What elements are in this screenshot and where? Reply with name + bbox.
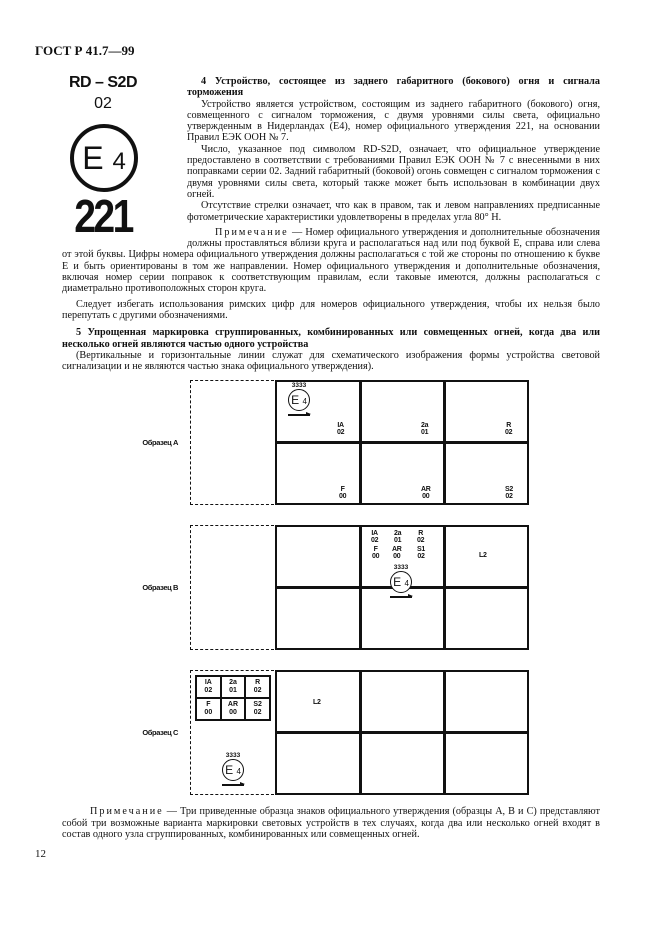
cell-label: R 02 <box>417 530 425 545</box>
note-text: — Три приведенные образца знаков официального утверждения (образцы А, В и С) представляют собой три возможные варианта маркировки световых устройств в тех случаях, когда два или несколько огней входят в состав одного узла сгруппированных, комбинированных или совмещенных огней. <box>62 806 600 841</box>
dashed-outline <box>190 380 274 505</box>
cell-label: L2 <box>479 552 487 560</box>
mark-number: 3333 <box>393 564 409 572</box>
e-mark-circle-icon <box>70 124 138 192</box>
logo-mark-letter: E <box>82 140 104 176</box>
cell-label: L2 <box>313 699 321 707</box>
mark-number: 3333 <box>225 752 241 760</box>
cell-label: IA 02 <box>371 530 379 545</box>
grid-line <box>277 731 527 734</box>
cell-label: AR 00 <box>421 486 431 501</box>
sample-label: Образец С <box>142 728 178 738</box>
paragraph: Отсутствие стрелки означает, что как в правом, так и левом направлениях предписанные фотометрические характеристики удовлетворены в пределах угла 80° H. <box>187 200 600 223</box>
paragraph: Устройство является устройством, состоящим из заднего габаритного (бокового) огня, совмещенного с сигналом торможения, с двумя уровнями силы света, официально утвержденным в Нидерландах (E4), номер официального утверждения 221, на основании Правил ЕЭК ООН № 7. <box>187 98 600 144</box>
paragraph: Следует избегать использования римских цифр для номеров официального утверждения, чтобы их нельзя было перепутать с другими обозначениями. <box>62 298 600 321</box>
e-mark-circle-icon: E 4 <box>288 389 310 411</box>
device-grid <box>275 525 529 650</box>
cell-label: F 00 <box>372 546 380 561</box>
cell-label: AR 00 <box>392 546 402 561</box>
cell-label: S1 02 <box>417 546 425 561</box>
sample-c-diagram <box>142 670 529 795</box>
page-body <box>0 76 661 881</box>
mark-number: 3333 <box>291 382 307 390</box>
arrow-right-icon <box>222 784 244 786</box>
cell-label: R 02 <box>505 422 513 437</box>
marking-table <box>195 675 271 721</box>
table-cell: 2a 01 <box>222 677 245 697</box>
dashed-outline <box>190 670 274 795</box>
cell-label: S2 02 <box>505 486 513 501</box>
device-grid <box>275 380 529 505</box>
sample-label: Образец В <box>142 583 178 593</box>
cell-label: 2a 01 <box>421 422 429 437</box>
e-mark-circle-icon: E 4 <box>222 759 244 781</box>
section-5-heading: 5 Упрощенная маркировка сгруппированных, комбинированных или совмещенных огней, когда два или несколько огней являются частью одного устройства <box>62 327 600 350</box>
approval-mark <box>387 564 415 598</box>
approval-mark <box>285 382 313 416</box>
arrow-right-icon <box>288 414 310 416</box>
document-header: ГОСТ Р 41.7—99 <box>35 43 135 58</box>
table-cell: F 00 <box>197 699 220 719</box>
page-number: 12 <box>35 848 46 861</box>
section-4-heading: 4 Устройство, состоящее из заднего габаритного (бокового) огня и сигнала торможения <box>187 76 600 99</box>
note-label: Примечание <box>90 806 164 818</box>
approval-mark <box>219 752 247 786</box>
table-cell: R 02 <box>246 677 269 697</box>
e-mark-circle-icon: E 4 <box>390 571 412 593</box>
paragraph: Число, указанное под символом RD-S2D, означает, что официальное утверждение предоставлено в соответствии с требованиями Правил ЕЭК ООН № 7 с внесенными в них поправками серии 02. Задний габаритный (боковой) огонь совмещен с сигналом торможения с двумя уровнями силы света, который также может быть использован в комбинации двух огней. <box>187 143 600 200</box>
dashed-outline <box>190 525 274 650</box>
table-cell: S2 02 <box>246 699 269 719</box>
note-text: — Номер официального утверждения и дополнительные обозначения должны проставляться вблизи круга и располагаться над или под буквой E, справа или слева от этой буквы. Цифры номера официального утверждения должны располагаться с той же стороны по отношению к букве E и быть ориентированы в том же направлении. Номер официального утверждения и дополнительные обозначения, включая номер серии поправок к соответствующим правилам, если таковые имеются, должны располагаться с диаметрально противоположных сторон круга. <box>62 226 600 295</box>
cell-label: F 00 <box>339 486 347 501</box>
final-note <box>62 806 600 840</box>
approval-mark-logo <box>62 76 187 242</box>
cell-label: 2a 01 <box>394 530 402 545</box>
grid-line <box>277 441 527 444</box>
logo-series: 02 <box>94 95 112 112</box>
sample-a-diagram <box>142 380 529 505</box>
section-4 <box>62 76 600 372</box>
cell-label: IA 02 <box>337 422 345 437</box>
logo-country: 4 <box>112 148 126 175</box>
device-grid <box>275 670 529 795</box>
logo-symbol: RD – S2D <box>68 74 138 91</box>
note-label: Примечание <box>215 226 289 238</box>
arrow-right-icon <box>390 596 412 598</box>
table-cell: IA 02 <box>197 677 220 697</box>
paragraph: (Вертикальные и горизонтальные линии служат для схематического изображения формы устройства световой сигнализации и не являются частью знака официального утверждения). <box>62 349 600 373</box>
sample-b-diagram <box>142 525 529 650</box>
table-cell: AR 00 <box>222 699 245 719</box>
sample-label: Образец А <box>142 438 178 448</box>
logo-approval-number: 221 <box>74 190 132 242</box>
